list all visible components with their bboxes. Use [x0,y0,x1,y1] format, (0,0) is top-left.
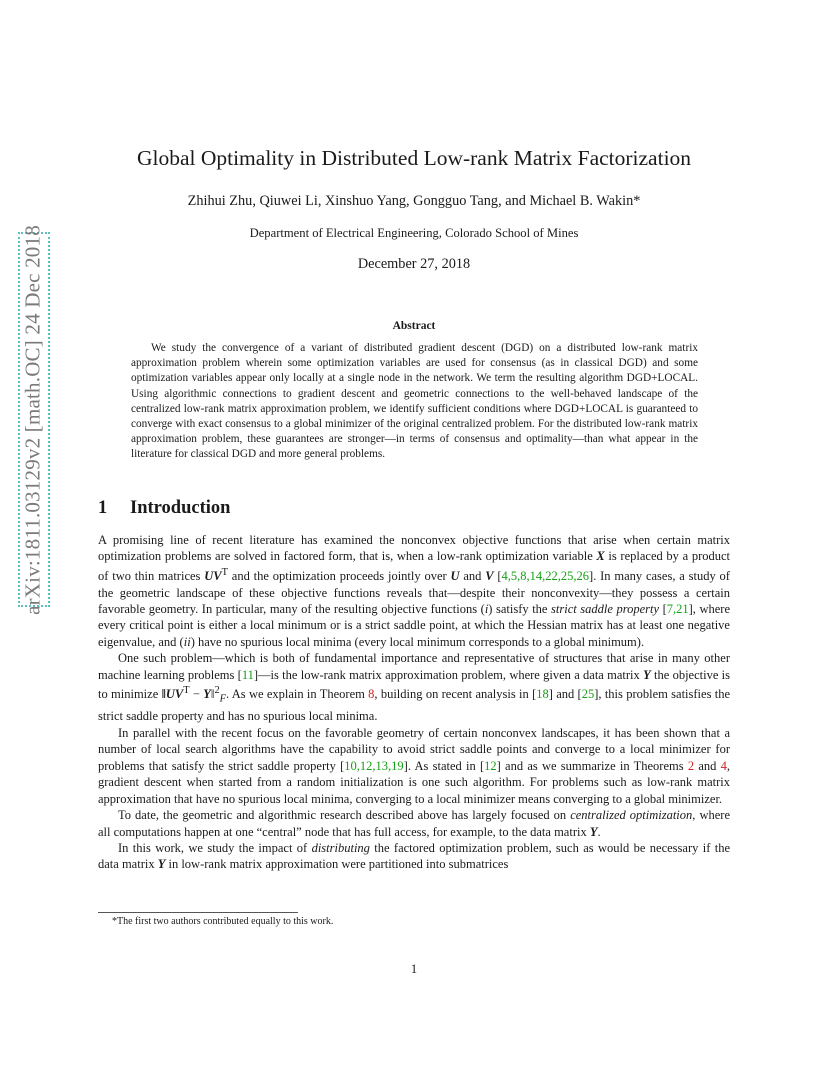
affiliation: Department of Electrical Engineering, Colorado School of Mines [249,226,579,240]
body-text [98,532,730,873]
text-run: and the optimization proceeds jointly over [227,569,451,584]
math-superscript: T [183,685,190,697]
text-run: , gradient descent when started from a random initialization is one such algorithm. For problems such as low-rank matrix approximation that have no spurious local minima, converging to a local minimizer means converging to a global minimizer. [98,758,730,806]
text-run: ) have no spurious local minima (every local minimum corresponds to a global minimum). [190,634,645,649]
publication-date: December 27, 2018 [357,256,471,272]
italic-text: strict saddle property [551,601,660,616]
paragraph-4 [98,807,730,840]
text-run: [ [493,569,502,584]
footnote: *The first two authors contributed equally to this work. [112,916,334,927]
text-run: and [694,758,721,773]
paragraph-1 [98,532,730,650]
text-run: In this work, we study the impact of [118,840,312,855]
math-operator: − [189,687,204,702]
math-symbol: ‖UV [161,687,184,702]
abstract-text: We study the convergence of a variant of distributed gradient descent (DGD) on a distributed low-rank matrix approximation problem wherein some optimization variables are used for consensus (as in classical DGD) and some optimization variables appear only locally at a single node in the network. We term the resulting algorithm DGD+LOCAL. Using algorithmic connections to gradient descent and geometric connections to the well-behaved landscape of the centralized low-rank matrix approximation problem, we identify sufficient conditions where DGD+LOCAL is guaranteed to converge with exact consensus to a global minimizer of the original centralized problem. For the distributed low-rank matrix approximation problem, these guarantees are stronger—in terms of consensus and optimality—than what appear in the literature for classical DGD and more general problems. [131,342,698,461]
math-symbol: U [450,569,460,584]
author-list: Zhihui Zhu, Qiuwei Li, Xinshuo Yang, Gongguo Tang, and Michael B. Wakin* [187,193,641,209]
math-superscript: 2 [214,685,220,697]
arxiv-identifier: arXiv:1811.03129v2 [math.OC] 24 Dec 2018 [20,225,45,615]
text-run: In parallel with the recent focus on the favorable geometry of certain nonconvex landscapes, it has been shown that a number of local search algorithms have the capability to avoid strict saddle points and converge to a local minimizer for problems that satisfy the strict saddle property [ [98,725,730,773]
section-number: 1 [98,498,108,518]
italic-text: distributing [311,840,370,855]
italic-text: i [484,601,489,616]
citation-link[interactable]: 11 [241,667,254,682]
text-run: , where all computations happen at one “central” node that has full access, for example, to the data matrix [98,808,730,839]
theorem-link[interactable]: 4 [720,758,727,773]
text-run: in low-rank matrix approximation were partitioned into submatrices [165,857,509,872]
math-symbol: Y [643,667,651,682]
math-symbol: V [485,569,494,584]
math-subscript: F [219,693,226,705]
text-run: ], where every critical point is either a local minimum or is a strict saddle point, at which the Hessian matrix has at least one negative eigenvalue, and ( [98,601,730,649]
text-run: . As we explain in Theorem [226,687,369,702]
math-symbol: X [596,549,605,564]
text-run: One such problem—which is both of fundamental importance and representative of structures that arise in many other machine learning problems [ [98,651,730,682]
text-run: the objective is to minimize [98,667,731,702]
math-operator: ‖ [210,687,215,702]
text-run: is replaced by a product of two thin matrices [98,549,730,584]
citation-link[interactable]: 7,21 [666,601,689,616]
math-symbol: UV [204,569,222,584]
text-run: and [459,569,486,584]
abstract-heading: Abstract [392,320,436,332]
paragraph-3 [98,725,730,807]
math-symbol: Y [157,857,166,872]
text-run: ]. As stated in [ [403,758,485,773]
text-run: ] and [ [548,687,582,702]
text-run: ], this problem satisfies the strict saddle property and has no spurious local minima. [98,687,731,724]
text-run: A promising line of recent literature has examined the nonconvex objective functions that arise when certain matrix optimization problems are solved in factored form, that is, when a low-rank optimization variable [98,533,730,564]
text-run: ) satisfy the [488,601,552,616]
text-run: [ [659,601,667,616]
math-superscript: T [221,566,228,578]
theorem-link[interactable]: 8 [368,687,375,702]
italic-text: ii [183,634,191,649]
citation-link[interactable]: 18 [536,687,549,702]
citation-link[interactable]: 10,12,13,19 [344,758,404,773]
citation-link[interactable]: 4,5,8,14,22,25,26 [501,569,590,584]
theorem-link[interactable]: 2 [687,758,695,773]
text-run: , building on recent analysis in [ [374,687,537,702]
paragraph-5 [98,840,730,873]
footnote-divider [98,912,298,913]
text-run: ] and as we summarize in Theorems [496,758,688,773]
math-symbol: Y [203,687,211,702]
citation-link[interactable]: 25 [581,687,595,702]
paragraph-2 [98,650,730,724]
text-run: ]—is the low-rank matrix approximation problem, where given a data matrix [253,667,644,682]
math-symbol: Y [589,824,598,839]
page-number: 1 [410,962,418,976]
section-heading [98,498,230,519]
italic-text: centralized optimization [570,808,693,823]
section-title: Introduction [130,498,231,518]
text-run: . [597,824,601,839]
text-run: ]. In many cases, a study of the geometric landscape of these objective functions reveals that—despite their nonconvexity—they possess a certain favorable geometry. In particular, many of the resulting objective functions ( [98,569,730,616]
citation-link[interactable]: 12 [484,758,497,773]
text-run: To date, the geometric and algorithmic research described above has largely focused on [118,808,571,823]
text-run: the factored optimization problem, such as would be necessary if the data matrix [98,840,730,872]
paper-title: Global Optimality in Distributed Low-rank Matrix Factorization [136,146,692,170]
